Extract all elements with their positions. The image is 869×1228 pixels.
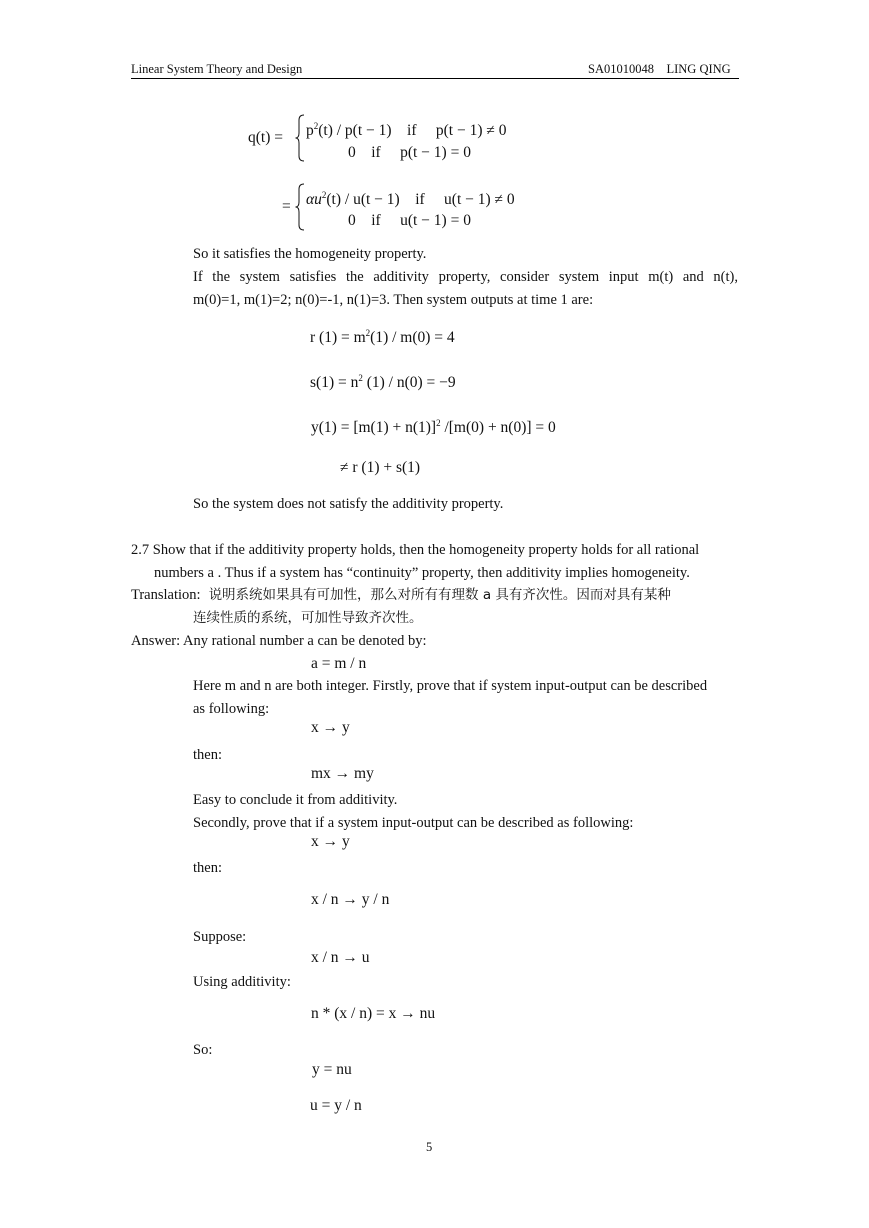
paragraph-additivity-line-1: If the system satisfies the additivity property, consider system input m(t) and n(t),: [193, 269, 738, 285]
paragraph-easy: Easy to conclude it from additivity.: [193, 792, 398, 808]
paragraph-secondly: Secondly, prove that if a system input-output can be described as following:: [193, 815, 634, 831]
left-brace-2: [295, 183, 304, 231]
problem-statement-line-2: numbers a . Thus if a system has “continuity” property, then additivity implies homogeneity.: [154, 565, 690, 581]
label-so: So:: [193, 1042, 213, 1058]
eq-q-case-4: 0 if u(t − 1) = 0: [348, 212, 471, 229]
running-header-title: Linear System Theory and Design: [131, 62, 303, 76]
eq-mx-to-my: mx → my: [311, 765, 374, 782]
eq-u-equals-y-over-n: u = y / n: [310, 1097, 362, 1114]
eq-y: $y(1) = [m(1) + n(1)]^2$ /[m(0) + n(0)] = 0: [311, 418, 556, 436]
translation-line-1: Translation: 说明系统如果具有可加性，那么对所有有理数 a 具有齐次性。因而对具有某种: [131, 587, 671, 603]
eq-q-case-1: $p^2(t) / p(t - 1)$ if p(t − 1) ≠ 0: [306, 121, 507, 139]
header-rule: [131, 78, 739, 79]
paragraph-not-additive: So the system does not satisfy the additivity property.: [193, 496, 504, 512]
eq-q-equals: =: [282, 198, 291, 215]
label-then-2: then:: [193, 860, 222, 876]
label-suppose: Suppose:: [193, 929, 247, 945]
paragraph-homogeneity: So it satisfies the homogeneity property.: [193, 246, 427, 262]
eq-x-to-y-2: x → y: [311, 833, 350, 850]
eq-q-case-2: 0 if p(t − 1) = 0: [348, 144, 471, 161]
translation-line-2: 连续性质的系统，可加性导致齐次性。: [193, 610, 423, 626]
left-brace-1: [295, 114, 304, 162]
eq-q-lhs: q(t) =: [248, 129, 283, 146]
answer-intro: Answer: Any rational number a can be denoted by:: [131, 633, 427, 649]
eq-r: r $(1) = m^2(1) / m(0) = 4$: [310, 328, 455, 346]
eq-y-equals-nu: y = nu: [312, 1061, 352, 1078]
label-using-additivity: Using additivity:: [193, 974, 291, 990]
eq-x-over-n-to-u: x / n → u: [311, 949, 370, 966]
eq-n-times: n * (x / n) = x → nu: [311, 1005, 436, 1022]
running-header-author: SA01010048 LING QING: [588, 62, 731, 76]
eq-a: a = m / n: [311, 655, 367, 672]
problem-statement-line-1: 2.7 Show that if the additivity property holds, then the homogeneity property holds for all rational: [131, 542, 700, 558]
paragraph-integer-line-1: Here m and n are both integer. Firstly, prove that if system input-output can be described: [193, 678, 708, 694]
eq-x-over-n: x / n → y / n: [311, 891, 390, 908]
page-number: 5: [426, 1140, 433, 1154]
paragraph-additivity-line-2: m(0)=1, m(1)=2; n(0)=-1, n(1)=3. Then system outputs at time 1 are:: [193, 292, 594, 308]
label-then-1: then:: [193, 747, 222, 763]
eq-q-case-3: $\alpha u^2(t) / u(t - 1)$ if u(t − 1) ≠ 0: [306, 190, 515, 208]
eq-x-to-y-1: x → y: [311, 719, 350, 736]
eq-s: $s(1) = n^2$ (1) / n(0) = −9: [310, 373, 456, 391]
paragraph-integer-line-2: as following:: [193, 701, 270, 717]
eq-not-equal: ≠ r (1) + s(1): [340, 459, 421, 476]
